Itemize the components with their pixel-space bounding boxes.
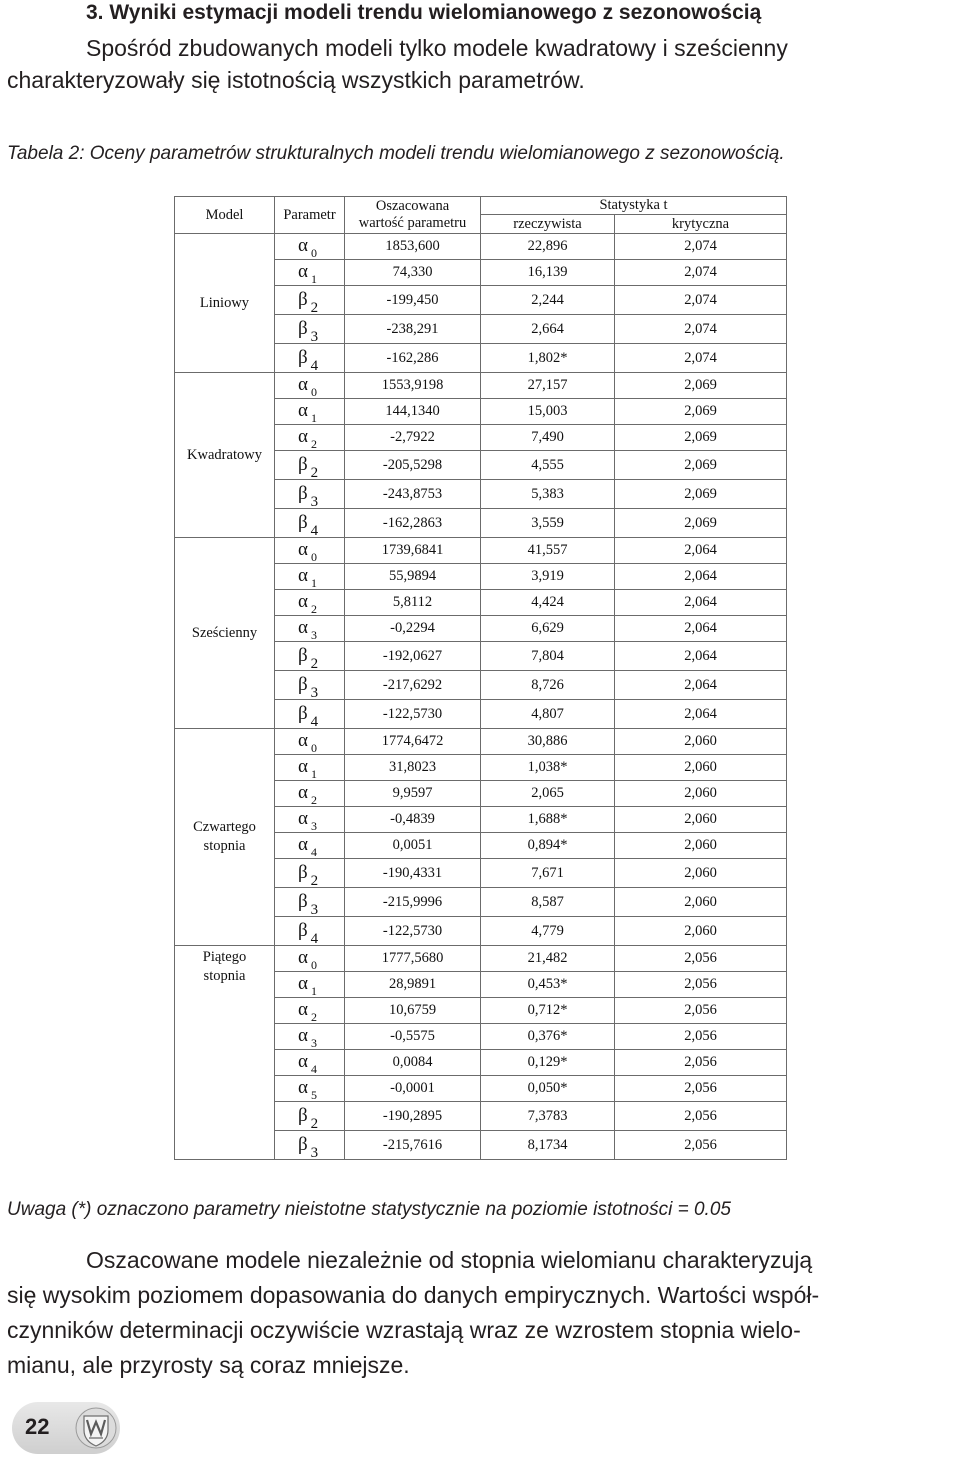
parameter-subscript: 0 xyxy=(310,741,317,755)
parameter-cell xyxy=(275,286,345,315)
t-real-cell: 0,712* xyxy=(481,998,615,1024)
parameter-subscript: 1 xyxy=(310,272,317,286)
t-critical-cell: 2,060 xyxy=(615,807,787,833)
t-critical-cell: 2,060 xyxy=(615,888,787,917)
t-critical-cell: 2,069 xyxy=(615,399,787,425)
parameter-symbol: α xyxy=(298,261,308,282)
t-real-cell: 2,664 xyxy=(481,315,615,344)
parameter-subscript: 2 xyxy=(310,602,317,616)
t-critical-cell: 2,056 xyxy=(615,998,787,1024)
t-real-cell: 8,726 xyxy=(481,671,615,700)
parameter-subscript: 4 xyxy=(310,713,319,730)
t-critical-cell: 2,056 xyxy=(615,1131,787,1160)
t-real-cell: 21,482 xyxy=(481,946,615,972)
estimate-cell: -217,6292 xyxy=(345,671,481,700)
t-real-cell: 4,807 xyxy=(481,700,615,729)
t-critical-cell: 2,064 xyxy=(615,538,787,564)
header-estimate-line1: Oszacowana xyxy=(375,198,450,214)
model-name-cell xyxy=(175,538,275,729)
t-critical-cell: 2,056 xyxy=(615,1102,787,1131)
parameter-symbol: β xyxy=(298,644,308,666)
t-real-cell: 4,555 xyxy=(481,451,615,480)
t-critical-cell: 2,074 xyxy=(615,344,787,373)
parameter-cell xyxy=(275,260,345,286)
t-real-cell: 15,003 xyxy=(481,399,615,425)
paragraph-line: czynników determinacji oczywiście wzrastają wraz ze wzrostem stopnia wielo- xyxy=(7,1317,801,1343)
parameter-cell xyxy=(275,671,345,700)
parameter-subscript: 2 xyxy=(310,299,319,316)
t-critical-cell: 2,056 xyxy=(615,946,787,972)
parameter-symbol: α xyxy=(298,756,308,777)
parameter-subscript: 0 xyxy=(310,385,317,399)
t-real-cell: 4,424 xyxy=(481,590,615,616)
parameter-subscript: 1 xyxy=(310,576,317,590)
parameter-symbol: α xyxy=(298,834,308,855)
t-real-cell: 3,919 xyxy=(481,564,615,590)
model-name-line2: stopnia xyxy=(203,968,246,984)
parameter-symbol: β xyxy=(298,1133,308,1155)
estimate-cell: 0,0051 xyxy=(345,833,481,859)
model-name: Piątego xyxy=(202,949,247,965)
parameter-subscript: 0 xyxy=(310,958,317,972)
model-name-cell xyxy=(175,946,275,1160)
estimate-cell: -0,2294 xyxy=(345,616,481,642)
parameter-cell xyxy=(275,590,345,616)
parameter-subscript: 3 xyxy=(310,819,317,833)
t-real-cell: 2,065 xyxy=(481,781,615,807)
t-real-cell: 7,804 xyxy=(481,642,615,671)
model-name-cell xyxy=(175,234,275,373)
parameter-cell xyxy=(275,616,345,642)
parameter-symbol: β xyxy=(298,861,308,883)
parameter-subscript: 2 xyxy=(310,1010,317,1024)
parameter-symbol: β xyxy=(298,673,308,695)
page-number: 22 xyxy=(25,1414,50,1439)
t-real-cell: 8,587 xyxy=(481,888,615,917)
t-critical-cell: 2,064 xyxy=(615,671,787,700)
parameter-symbol: α xyxy=(298,1025,308,1046)
table-row xyxy=(175,729,787,755)
estimate-cell: 144,1340 xyxy=(345,399,481,425)
t-real-cell: 7,3783 xyxy=(481,1102,615,1131)
parameter-cell xyxy=(275,1050,345,1076)
t-real-cell: 1,038* xyxy=(481,755,615,781)
parameter-cell xyxy=(275,1102,345,1131)
parameter-cell xyxy=(275,480,345,509)
estimate-cell: 28,9891 xyxy=(345,972,481,998)
t-critical-cell: 2,064 xyxy=(615,642,787,671)
header-t-statistic: Statystyka t xyxy=(481,197,787,215)
parameter-cell xyxy=(275,833,345,859)
parameter-subscript: 1 xyxy=(310,984,317,998)
parameter-cell xyxy=(275,425,345,451)
header-parameter: Parametr xyxy=(275,197,345,234)
parameter-symbol: β xyxy=(298,317,308,339)
t-critical-cell: 2,064 xyxy=(615,590,787,616)
t-critical-cell: 2,069 xyxy=(615,425,787,451)
intro-line: charakteryzowały się istotnością wszystkich parametrów. xyxy=(7,67,585,93)
t-critical-cell: 2,064 xyxy=(615,564,787,590)
t-critical-cell: 2,069 xyxy=(615,373,787,399)
header-estimate-line2: wartość parametru xyxy=(358,215,467,231)
parameter-symbol: α xyxy=(298,539,308,560)
parameter-cell xyxy=(275,729,345,755)
parameter-cell xyxy=(275,538,345,564)
parameter-symbol: α xyxy=(298,426,308,447)
parameter-symbol: α xyxy=(298,730,308,751)
table-caption: Tabela 2: Oceny parametrów strukturalnych modeli trendu wielomianowego z sezonowością. xyxy=(7,143,785,164)
parameter-subscript: 2 xyxy=(310,872,319,889)
estimation-results-table xyxy=(174,196,787,1160)
t-critical-cell: 2,074 xyxy=(615,286,787,315)
parameter-cell xyxy=(275,755,345,781)
estimate-cell: 9,9597 xyxy=(345,781,481,807)
parameter-cell xyxy=(275,399,345,425)
estimate-cell: -199,450 xyxy=(345,286,481,315)
parameter-cell xyxy=(275,451,345,480)
parameter-cell xyxy=(275,972,345,998)
model-name-cell xyxy=(175,729,275,946)
parameter-symbol: β xyxy=(298,346,308,368)
t-real-cell: 0,129* xyxy=(481,1050,615,1076)
estimate-cell: -215,9996 xyxy=(345,888,481,917)
parameter-symbol: β xyxy=(298,453,308,475)
t-critical-cell: 2,060 xyxy=(615,781,787,807)
estimate-cell: 0,0084 xyxy=(345,1050,481,1076)
parameter-cell xyxy=(275,564,345,590)
t-real-cell: 3,559 xyxy=(481,509,615,538)
t-critical-cell: 2,074 xyxy=(615,260,787,286)
parameter-symbol: α xyxy=(298,374,308,395)
parameter-symbol: α xyxy=(298,565,308,586)
estimate-cell: -122,5730 xyxy=(345,700,481,729)
t-critical-cell: 2,064 xyxy=(615,700,787,729)
estimate-cell: -0,5575 xyxy=(345,1024,481,1050)
t-critical-cell: 2,056 xyxy=(615,1076,787,1102)
parameter-symbol: α xyxy=(298,973,308,994)
paragraph-line: Oszacowane modele niezależnie od stopnia wielomianu charakteryzują xyxy=(86,1247,813,1273)
t-real-cell: 1,688* xyxy=(481,807,615,833)
parameter-symbol: β xyxy=(298,511,308,533)
t-real-cell: 6,629 xyxy=(481,616,615,642)
parameter-symbol: α xyxy=(298,617,308,638)
t-critical-cell: 2,074 xyxy=(615,234,787,260)
parameter-symbol: β xyxy=(298,1104,308,1126)
parameter-subscript: 2 xyxy=(310,655,319,672)
parameter-cell xyxy=(275,700,345,729)
parameter-subscript: 3 xyxy=(310,684,319,701)
parameter-subscript: 2 xyxy=(310,437,317,451)
t-real-cell: 2,244 xyxy=(481,286,615,315)
parameter-cell xyxy=(275,998,345,1024)
t-critical-cell: 2,060 xyxy=(615,755,787,781)
estimate-cell: 1774,6472 xyxy=(345,729,481,755)
parameter-subscript: 3 xyxy=(310,628,317,642)
t-real-cell: 0,050* xyxy=(481,1076,615,1102)
estimate-cell: 5,8112 xyxy=(345,590,481,616)
parameter-subscript: 2 xyxy=(310,1115,319,1132)
t-critical-cell: 2,060 xyxy=(615,833,787,859)
parameter-cell xyxy=(275,509,345,538)
estimate-cell: -238,291 xyxy=(345,315,481,344)
parameter-cell xyxy=(275,642,345,671)
estimate-cell: 1553,9198 xyxy=(345,373,481,399)
parameter-subscript: 4 xyxy=(310,357,319,374)
t-critical-cell: 2,069 xyxy=(615,480,787,509)
parameter-cell xyxy=(275,781,345,807)
t-critical-cell: 2,056 xyxy=(615,972,787,998)
parameter-cell xyxy=(275,1131,345,1160)
parameter-subscript: 4 xyxy=(310,522,319,539)
estimate-cell: 55,9894 xyxy=(345,564,481,590)
model-name: Sześcienny xyxy=(191,624,258,641)
header-estimate xyxy=(345,197,481,234)
model-name: Liniowy xyxy=(199,294,250,311)
t-real-cell: 5,383 xyxy=(481,480,615,509)
paragraph-line: się wysokim poziomem dopasowania do danych empirycznych. Wartości współ- xyxy=(7,1282,820,1308)
parameter-subscript: 4 xyxy=(310,845,317,859)
header-t-real: rzeczywista xyxy=(481,215,615,234)
parameter-subscript: 1 xyxy=(310,411,317,425)
model-name-line2: stopnia xyxy=(203,838,246,854)
t-real-cell: 0,376* xyxy=(481,1024,615,1050)
t-real-cell: 0,894* xyxy=(481,833,615,859)
intro-line: Spośród zbudowanych modeli tylko modele kwadratowy i sześcienny xyxy=(86,35,788,61)
parameter-subscript: 2 xyxy=(310,464,319,481)
parameter-subscript: 3 xyxy=(310,1036,317,1050)
model-name: Czwartego xyxy=(193,819,256,835)
t-critical-cell: 2,064 xyxy=(615,616,787,642)
estimate-cell: -205,5298 xyxy=(345,451,481,480)
estimate-cell: -192,0627 xyxy=(345,642,481,671)
parameter-subscript: 0 xyxy=(310,550,317,564)
intro-paragraph xyxy=(7,32,957,96)
t-real-cell: 30,886 xyxy=(481,729,615,755)
table-row xyxy=(175,234,787,260)
parameter-symbol: α xyxy=(298,400,308,421)
parameter-subscript: 1 xyxy=(310,767,317,781)
estimate-cell: -0,0001 xyxy=(345,1076,481,1102)
parameter-subscript: 4 xyxy=(310,930,319,947)
t-real-cell: 7,490 xyxy=(481,425,615,451)
parameter-cell xyxy=(275,807,345,833)
estimate-cell: 31,8023 xyxy=(345,755,481,781)
parameter-cell xyxy=(275,888,345,917)
parameter-symbol: α xyxy=(298,1051,308,1072)
t-real-cell: 41,557 xyxy=(481,538,615,564)
university-crest-icon xyxy=(73,1406,119,1450)
t-real-cell: 27,157 xyxy=(481,373,615,399)
parameter-symbol: α xyxy=(298,235,308,256)
parameter-symbol: β xyxy=(298,702,308,724)
parameter-symbol: α xyxy=(298,1077,308,1098)
parameter-symbol: α xyxy=(298,782,308,803)
t-critical-cell: 2,069 xyxy=(615,451,787,480)
t-real-cell: 7,671 xyxy=(481,859,615,888)
t-critical-cell: 2,069 xyxy=(615,509,787,538)
parameter-symbol: α xyxy=(298,808,308,829)
estimate-cell: -190,2895 xyxy=(345,1102,481,1131)
parameter-symbol: β xyxy=(298,482,308,504)
table-row xyxy=(175,946,787,972)
parameter-cell xyxy=(275,344,345,373)
parameter-cell xyxy=(275,315,345,344)
significance-note: Uwaga (*) oznaczono parametry nieistotne statystycznie na poziomie istotności = 0.05 xyxy=(7,1199,731,1220)
t-critical-cell: 2,060 xyxy=(615,917,787,946)
t-real-cell: 16,139 xyxy=(481,260,615,286)
parameter-subscript: 2 xyxy=(310,793,317,807)
parameter-subscript: 0 xyxy=(310,246,317,260)
t-real-cell: 0,453* xyxy=(481,972,615,998)
t-real-cell: 1,802* xyxy=(481,344,615,373)
parameter-subscript: 4 xyxy=(310,1062,317,1076)
parameter-subscript: 3 xyxy=(310,901,319,918)
parameter-cell xyxy=(275,946,345,972)
t-real-cell: 8,1734 xyxy=(481,1131,615,1160)
parameter-subscript: 5 xyxy=(310,1088,317,1102)
parameter-symbol: β xyxy=(298,890,308,912)
parameter-cell xyxy=(275,859,345,888)
estimate-cell: -122,5730 xyxy=(345,917,481,946)
estimate-cell: -2,7922 xyxy=(345,425,481,451)
parameter-symbol: α xyxy=(298,947,308,968)
estimate-cell: -0,4839 xyxy=(345,807,481,833)
section-heading: 3. Wyniki estymacji modeli trendu wielomianowego z sezonowością xyxy=(86,1,762,24)
estimate-cell: 10,6759 xyxy=(345,998,481,1024)
body-paragraph xyxy=(7,1243,957,1383)
estimate-cell: -215,7616 xyxy=(345,1131,481,1160)
t-critical-cell: 2,056 xyxy=(615,1050,787,1076)
parameter-subscript: 3 xyxy=(310,493,319,510)
estimate-cell: 1777,5680 xyxy=(345,946,481,972)
t-critical-cell: 2,060 xyxy=(615,859,787,888)
parameter-cell xyxy=(275,1024,345,1050)
parameter-cell xyxy=(275,373,345,399)
estimate-cell: 1853,600 xyxy=(345,234,481,260)
parameter-symbol: β xyxy=(298,288,308,310)
parameter-cell xyxy=(275,1076,345,1102)
t-critical-cell: 2,060 xyxy=(615,729,787,755)
table-row xyxy=(175,373,787,399)
estimate-cell: 74,330 xyxy=(345,260,481,286)
model-name-cell xyxy=(175,373,275,538)
parameter-cell xyxy=(275,917,345,946)
parameter-symbol: α xyxy=(298,591,308,612)
t-real-cell: 22,896 xyxy=(481,234,615,260)
paragraph-line: mianu, ale przyrosty są coraz mniejsze. xyxy=(7,1352,410,1378)
estimate-cell: -190,4331 xyxy=(345,859,481,888)
estimate-cell: -243,8753 xyxy=(345,480,481,509)
table-row xyxy=(175,538,787,564)
parameter-symbol: α xyxy=(298,999,308,1020)
model-name: Kwadratowy xyxy=(187,446,262,463)
parameter-subscript: 3 xyxy=(310,328,319,345)
estimate-cell: 1739,6841 xyxy=(345,538,481,564)
t-real-cell: 4,779 xyxy=(481,917,615,946)
estimate-cell: -162,2863 xyxy=(345,509,481,538)
parameter-symbol: β xyxy=(298,919,308,941)
parameter-cell xyxy=(275,234,345,260)
t-critical-cell: 2,074 xyxy=(615,315,787,344)
header-model: Model xyxy=(175,197,275,234)
estimate-cell: -162,286 xyxy=(345,344,481,373)
t-critical-cell: 2,056 xyxy=(615,1024,787,1050)
parameter-subscript: 3 xyxy=(310,1144,319,1161)
header-t-critical: krytyczna xyxy=(615,215,787,234)
